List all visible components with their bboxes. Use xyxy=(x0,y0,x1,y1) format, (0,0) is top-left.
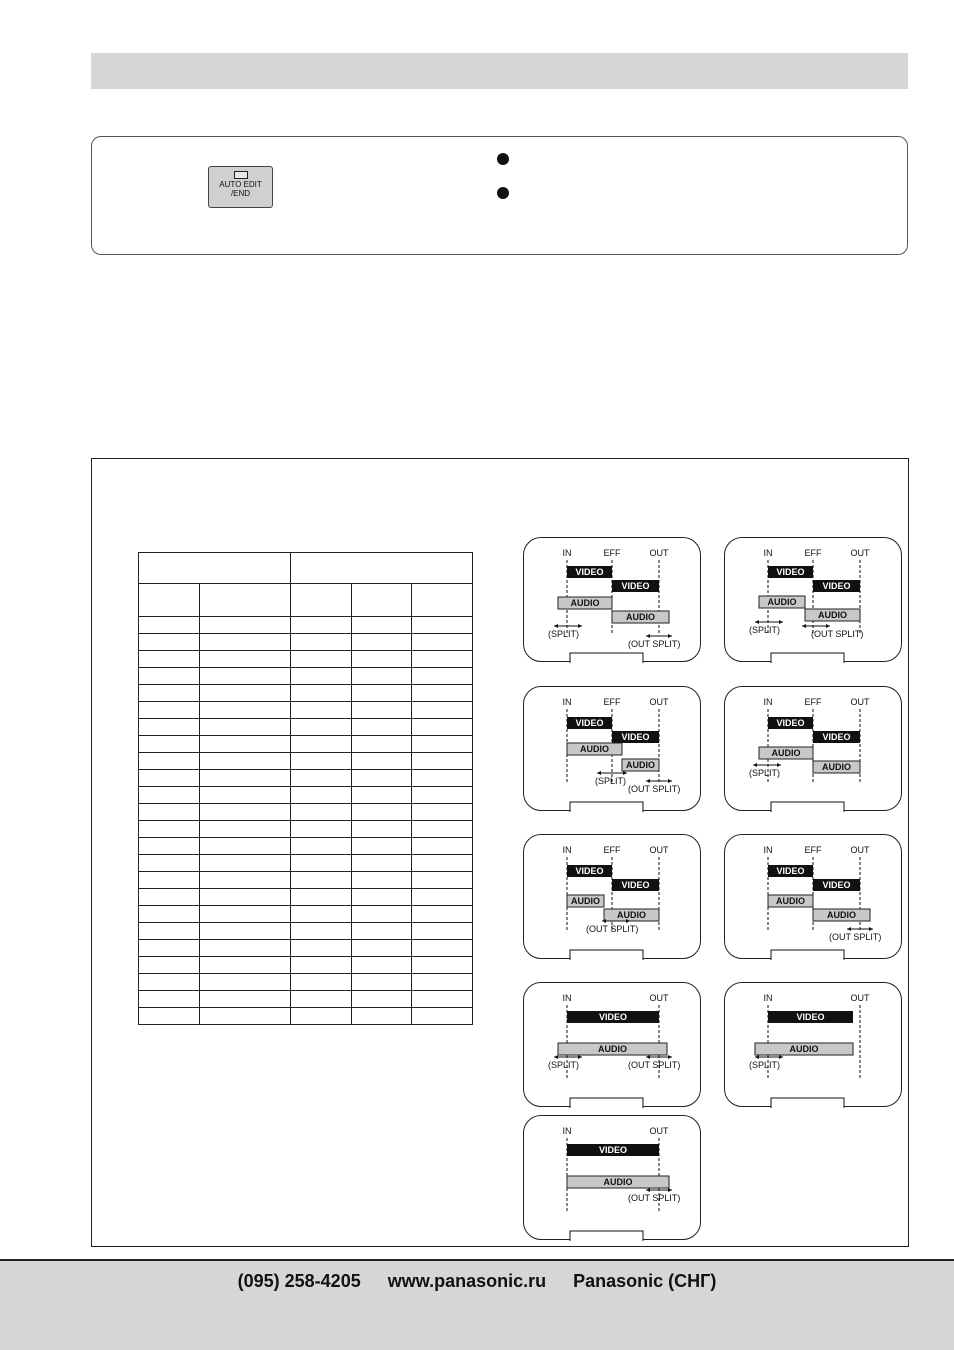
out-split-label: (OUT SPLIT) xyxy=(586,924,639,934)
table-subheader-cell xyxy=(412,584,473,617)
table-cell xyxy=(412,906,473,923)
table-subheader-cell xyxy=(139,584,200,617)
split-label: (SPLIT) xyxy=(595,776,627,786)
table-cell xyxy=(412,736,473,753)
table-cell xyxy=(200,617,291,634)
table-cell xyxy=(291,736,352,753)
table-cell xyxy=(412,804,473,821)
table-cell xyxy=(139,872,200,889)
panel-label-plate xyxy=(570,1231,643,1241)
table-cell xyxy=(200,855,291,872)
eff-marker-label: EFF xyxy=(804,845,822,855)
table-header-cell xyxy=(291,553,473,584)
table-cell xyxy=(352,923,412,940)
table-cell xyxy=(139,838,200,855)
panel-label-plate xyxy=(570,802,643,812)
audio-bar-label: AUDIO xyxy=(603,1177,633,1187)
table-cell xyxy=(412,889,473,906)
in-marker-label: IN xyxy=(562,548,572,558)
table-cell xyxy=(291,923,352,940)
table-cell xyxy=(352,838,412,855)
audio-bar-label: AUDIO xyxy=(598,1044,627,1054)
audio-bar-label: AUDIO xyxy=(771,748,801,758)
table-cell xyxy=(412,991,473,1008)
arrowhead-right-icon xyxy=(578,1055,582,1059)
table-cell xyxy=(352,957,412,974)
split-label: (SPLIT) xyxy=(749,1060,781,1070)
table-cell xyxy=(200,787,291,804)
panel-label-plate xyxy=(771,802,844,812)
eff-marker-label: EFF xyxy=(804,548,822,558)
in-marker-label: IN xyxy=(562,1126,572,1136)
table-row xyxy=(139,753,473,770)
table-cell xyxy=(291,855,352,872)
panel-label-plate xyxy=(570,950,643,960)
table-cell xyxy=(139,787,200,804)
table-cell xyxy=(352,855,412,872)
table-cell xyxy=(139,617,200,634)
table-cell xyxy=(139,957,200,974)
video-bar-label: VIDEO xyxy=(776,866,805,876)
table-cell xyxy=(200,923,291,940)
table-cell xyxy=(412,668,473,685)
arrowhead-left-icon xyxy=(646,634,650,638)
table-cell xyxy=(412,855,473,872)
table-cell xyxy=(139,974,200,991)
split-label: (SPLIT) xyxy=(548,629,580,639)
table-cell xyxy=(291,634,352,651)
table-cell xyxy=(412,974,473,991)
table-row xyxy=(139,1008,473,1025)
arrowhead-left-icon xyxy=(847,927,851,931)
audio-bar-label: AUDIO xyxy=(626,760,655,770)
table-cell xyxy=(139,821,200,838)
table-cell xyxy=(352,685,412,702)
eff-marker-label: EFF xyxy=(603,548,621,558)
table-cell xyxy=(200,719,291,736)
table-cell xyxy=(352,1008,412,1025)
indicator-led-icon xyxy=(234,171,248,179)
table-row xyxy=(139,651,473,668)
out-split-label: (OUT SPLIT) xyxy=(628,639,681,649)
audio-bar-label: AUDIO xyxy=(767,597,797,607)
in-marker-label: IN xyxy=(763,845,773,855)
table-cell xyxy=(412,957,473,974)
table-cell xyxy=(139,770,200,787)
timing-diagram-panel xyxy=(724,537,902,662)
video-bar-label: VIDEO xyxy=(575,567,604,577)
bullet-icon xyxy=(497,187,509,199)
arrowhead-left-icon xyxy=(755,1055,759,1059)
bullet-icon xyxy=(497,153,509,165)
arrowhead-left-icon xyxy=(753,763,757,767)
table-row xyxy=(139,617,473,634)
table-cell xyxy=(200,753,291,770)
table-cell xyxy=(200,685,291,702)
table-cell xyxy=(139,855,200,872)
table-subheader-cell xyxy=(352,584,412,617)
audio-bar-label: AUDIO xyxy=(776,896,805,906)
in-marker-label: IN xyxy=(562,845,572,855)
table-cell xyxy=(291,719,352,736)
table-cell xyxy=(139,651,200,668)
footer-website[interactable]: www.panasonic.ru xyxy=(387,1271,547,1291)
arrowhead-right-icon xyxy=(668,779,672,783)
table-cell xyxy=(412,702,473,719)
out-marker-label: OUT xyxy=(649,548,669,558)
out-marker-label: OUT xyxy=(649,845,669,855)
table-cell xyxy=(200,668,291,685)
table-cell xyxy=(291,668,352,685)
video-bar-label: VIDEO xyxy=(575,718,604,728)
table-cell xyxy=(352,804,412,821)
table-cell xyxy=(200,940,291,957)
table-cell xyxy=(291,957,352,974)
in-marker-label: IN xyxy=(562,993,572,1003)
out-marker-label: OUT xyxy=(850,845,870,855)
table-header-cell xyxy=(139,553,291,584)
table-cell xyxy=(291,872,352,889)
table-subheader-cell xyxy=(200,584,291,617)
table-cell xyxy=(200,1008,291,1025)
table-cell xyxy=(352,889,412,906)
timing-diagram-panel xyxy=(724,834,902,959)
table-cell xyxy=(200,702,291,719)
table-cell xyxy=(412,617,473,634)
table-cell xyxy=(139,668,200,685)
video-bar-label: VIDEO xyxy=(621,732,650,742)
arrowhead-right-icon xyxy=(578,624,582,628)
arrowhead-right-icon xyxy=(869,927,873,931)
table-cell xyxy=(200,804,291,821)
video-bar-label: VIDEO xyxy=(776,567,805,577)
table-cell xyxy=(352,770,412,787)
out-split-label: (OUT SPLIT) xyxy=(628,1060,681,1070)
out-split-label: (OUT SPLIT) xyxy=(829,932,882,942)
table-cell xyxy=(412,651,473,668)
table-cell xyxy=(139,923,200,940)
arrowhead-left-icon xyxy=(554,624,558,628)
table-row xyxy=(139,889,473,906)
end-label: /END xyxy=(230,189,251,198)
table-cell xyxy=(291,770,352,787)
audio-bar-label: AUDIO xyxy=(617,910,646,920)
table-cell xyxy=(352,821,412,838)
arrowhead-left-icon xyxy=(802,624,806,628)
table-row xyxy=(139,736,473,753)
table-cell xyxy=(291,1008,352,1025)
table-cell xyxy=(412,685,473,702)
table-cell xyxy=(139,991,200,1008)
table-row xyxy=(139,821,473,838)
table-cell xyxy=(291,838,352,855)
arrowhead-right-icon xyxy=(623,771,627,775)
video-bar-label: VIDEO xyxy=(822,581,851,591)
table-cell xyxy=(139,940,200,957)
table-cell xyxy=(200,991,291,1008)
table-row xyxy=(139,685,473,702)
arrowhead-left-icon xyxy=(597,771,601,775)
arrowhead-right-icon xyxy=(668,634,672,638)
table-cell xyxy=(352,651,412,668)
footer-company: Panasonic (СНГ) xyxy=(573,1271,717,1291)
arrowhead-left-icon xyxy=(755,620,759,624)
timing-diagram-panel xyxy=(523,537,701,662)
arrowhead-right-icon xyxy=(826,624,830,628)
video-bar-label: VIDEO xyxy=(598,1145,628,1155)
eff-marker-label: EFF xyxy=(804,697,822,707)
audio-bar-label: AUDIO xyxy=(571,896,600,906)
panel-label-plate xyxy=(570,1098,643,1108)
table-row xyxy=(139,770,473,787)
arrowhead-right-icon xyxy=(779,620,783,624)
eff-marker-label: EFF xyxy=(603,845,621,855)
arrowhead-right-icon xyxy=(779,1055,783,1059)
table-cell xyxy=(291,617,352,634)
table-cell xyxy=(139,1008,200,1025)
footer-band xyxy=(0,1259,954,1350)
table-cell xyxy=(200,634,291,651)
panel-label-plate xyxy=(771,1098,844,1108)
table-cell xyxy=(412,838,473,855)
table-row xyxy=(139,634,473,651)
audio-bar-label: AUDIO xyxy=(580,744,609,754)
panel-label-plate xyxy=(771,653,844,663)
panel-label-plate xyxy=(771,950,844,960)
table-cell xyxy=(352,940,412,957)
footer-phone: (095) 258-4205 xyxy=(237,1271,361,1291)
table-cell xyxy=(352,668,412,685)
table-cell xyxy=(139,736,200,753)
out-split-label: (OUT SPLIT) xyxy=(628,784,681,794)
arrowhead-right-icon xyxy=(668,1055,672,1059)
table-cell xyxy=(412,770,473,787)
out-split-label: (OUT SPLIT) xyxy=(811,629,864,639)
panel-label-plate xyxy=(570,653,643,663)
table-cell xyxy=(139,889,200,906)
table-cell xyxy=(412,787,473,804)
table-cell xyxy=(139,634,200,651)
table-cell xyxy=(200,821,291,838)
arrowhead-left-icon xyxy=(554,1055,558,1059)
table-cell xyxy=(139,753,200,770)
table-cell xyxy=(352,872,412,889)
audio-bar-label: AUDIO xyxy=(818,610,847,620)
out-marker-label: OUT xyxy=(850,548,870,558)
table-cell xyxy=(352,617,412,634)
table-cell xyxy=(291,753,352,770)
video-bar-label: VIDEO xyxy=(621,880,650,890)
out-marker-label: OUT xyxy=(850,697,870,707)
video-bar-label: VIDEO xyxy=(621,581,650,591)
table-row xyxy=(139,974,473,991)
table-cell xyxy=(139,685,200,702)
table-row xyxy=(139,855,473,872)
in-marker-label: IN xyxy=(763,548,773,558)
arrowhead-right-icon xyxy=(668,1188,672,1192)
table-cell xyxy=(200,906,291,923)
table-cell xyxy=(352,991,412,1008)
table-row xyxy=(139,804,473,821)
out-split-label: (OUT SPLIT) xyxy=(628,1193,681,1203)
out-marker-label: OUT xyxy=(649,1126,669,1136)
in-marker-label: IN xyxy=(562,697,572,707)
timing-diagram-panel xyxy=(724,686,902,811)
settings-table xyxy=(138,552,473,1025)
table-cell xyxy=(291,685,352,702)
table-row xyxy=(139,787,473,804)
table-cell xyxy=(200,770,291,787)
timing-diagram-panel xyxy=(523,1115,701,1240)
table-cell xyxy=(139,719,200,736)
table-cell xyxy=(291,651,352,668)
table-cell xyxy=(412,923,473,940)
table-cell xyxy=(291,804,352,821)
split-label: (SPLIT) xyxy=(749,625,781,635)
eff-marker-label: EFF xyxy=(603,697,621,707)
table-cell xyxy=(291,974,352,991)
table-cell xyxy=(352,736,412,753)
table-row xyxy=(139,702,473,719)
table-cell xyxy=(352,634,412,651)
table-cell xyxy=(412,719,473,736)
in-marker-label: IN xyxy=(763,697,773,707)
video-bar-label: VIDEO xyxy=(598,1012,628,1022)
table-row xyxy=(139,719,473,736)
split-label: (SPLIT) xyxy=(749,768,781,778)
table-cell xyxy=(352,753,412,770)
auto-edit-end-button[interactable] xyxy=(208,166,273,208)
auto-edit-label: AUTO EDIT xyxy=(219,180,262,189)
table-cell xyxy=(352,719,412,736)
audio-bar-label: AUDIO xyxy=(827,910,856,920)
arrowhead-right-icon xyxy=(777,763,781,767)
table-cell xyxy=(291,702,352,719)
table-cell xyxy=(291,906,352,923)
table-cell xyxy=(412,940,473,957)
table-cell xyxy=(291,889,352,906)
table-row xyxy=(139,991,473,1008)
split-label: (SPLIT) xyxy=(548,1060,580,1070)
table-cell xyxy=(200,651,291,668)
table-row xyxy=(139,872,473,889)
video-bar-label: VIDEO xyxy=(776,718,805,728)
timing-diagram-panel xyxy=(523,834,701,959)
table-cell xyxy=(352,702,412,719)
table-subheader-cell xyxy=(291,584,352,617)
table-row xyxy=(139,906,473,923)
table-cell xyxy=(291,940,352,957)
table-row xyxy=(139,957,473,974)
table-row xyxy=(139,923,473,940)
table-cell xyxy=(291,787,352,804)
audio-bar-label: AUDIO xyxy=(789,1044,819,1054)
table-cell xyxy=(412,821,473,838)
table-row xyxy=(139,940,473,957)
table-cell xyxy=(200,974,291,991)
audio-bar-label: AUDIO xyxy=(822,762,851,772)
table-cell xyxy=(412,872,473,889)
timing-diagram-panel xyxy=(523,686,701,811)
video-bar-label: VIDEO xyxy=(822,880,851,890)
audio-bar-label: AUDIO xyxy=(570,598,600,608)
timing-diagram-panel xyxy=(523,982,701,1107)
audio-bar-label: AUDIO xyxy=(626,612,655,622)
out-marker-label: OUT xyxy=(649,697,669,707)
table-row xyxy=(139,838,473,855)
table-cell xyxy=(412,1008,473,1025)
table-cell xyxy=(291,991,352,1008)
table-cell xyxy=(200,889,291,906)
video-bar-label: VIDEO xyxy=(822,732,851,742)
table-cell xyxy=(139,702,200,719)
out-marker-label: OUT xyxy=(649,993,669,1003)
out-marker-label: OUT xyxy=(850,993,870,1003)
table-cell xyxy=(412,753,473,770)
table-cell xyxy=(291,821,352,838)
arrowhead-left-icon xyxy=(646,1055,650,1059)
table-cell xyxy=(200,957,291,974)
table-cell xyxy=(200,736,291,753)
in-marker-label: IN xyxy=(763,993,773,1003)
table-cell xyxy=(352,787,412,804)
table-cell xyxy=(412,634,473,651)
video-bar-label: VIDEO xyxy=(796,1012,825,1022)
table-cell xyxy=(139,906,200,923)
table-cell xyxy=(200,838,291,855)
arrowhead-left-icon xyxy=(646,1188,650,1192)
arrowhead-left-icon xyxy=(646,779,650,783)
section-header-bar xyxy=(91,53,908,89)
timing-diagram-panel xyxy=(724,982,902,1107)
table-cell xyxy=(139,804,200,821)
table-row xyxy=(139,668,473,685)
table-cell xyxy=(352,974,412,991)
table-cell xyxy=(352,906,412,923)
video-bar-label: VIDEO xyxy=(575,866,604,876)
table-cell xyxy=(200,872,291,889)
